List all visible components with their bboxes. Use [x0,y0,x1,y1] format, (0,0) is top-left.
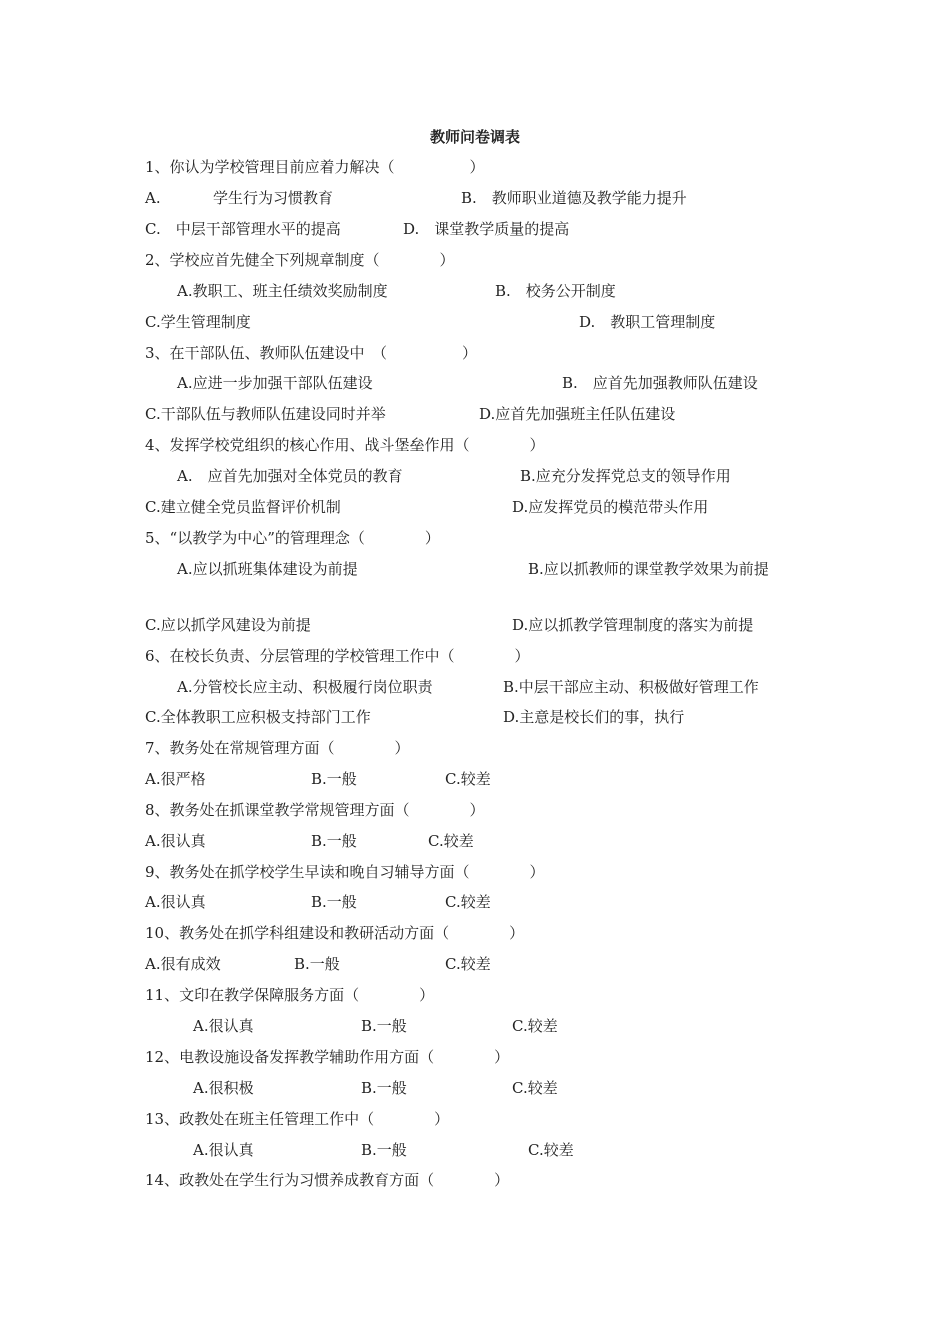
question-2-option-b: B. 校务公开制度 [495,282,616,300]
question-8-option-a: A.很认真 [145,832,206,850]
question-3-options-ab [145,373,845,393]
question-1-option-a: 学生行为习惯教育 [213,189,334,207]
question-1-option-c: C. 中层干部管理水平的提高 [145,220,341,238]
question-10-stem: 10、教务处在抓学科组建设和教研活动方面（ ） [145,924,525,942]
question-14-stem: 14、政教处在学生行为习惯养成教育方面（ ） [145,1171,510,1189]
question-13-options [145,1140,845,1160]
question-3-option-d: D.应首先加强班主任队伍建设 [479,405,676,423]
question-11-option-c: C.较差 [512,1017,558,1035]
question-4-option-a: A. 应首先加强对全体党员的教育 [177,467,403,485]
question-10-option-a: A.很有成效 [145,955,221,973]
question-4-options-cd [145,497,845,517]
question-4-option-c: C.建立健全党员监督评价机制 [145,498,341,516]
question-10-option-b: B.一般 [294,955,340,973]
question-13-option-c: C.较差 [528,1141,574,1159]
question-5-option-d: D.应以抓教学管理制度的落实为前提 [512,616,754,634]
page-title: 教师问卷调表 [429,128,520,146]
question-13-stem: 13、政教处在班主任管理工作中（ ） [145,1110,450,1128]
question-13-option-b: B.一般 [361,1141,407,1159]
question-11-option-b: B.一般 [361,1017,407,1035]
question-2-options-ab [145,281,845,301]
question-1-stem: 1、你认为学校管理目前应着力解决（ ） [145,158,485,176]
question-2-option-a: A.教职工、班主任绩效奖励制度 [177,282,388,300]
question-5-option-b: B.应以抓教师的课堂教学效果为前提 [528,560,769,578]
question-4-options-ab [145,466,845,486]
question-7-option-a: A.很严格 [145,770,206,788]
question-2-option-d: D. 教职工管理制度 [579,313,716,331]
question-5-stem: 5、“以教学为中心”的管理理念（ ） [145,529,440,547]
question-6-options-cd [145,707,845,727]
question-2-stem: 2、学校应首先健全下列规章制度（ ） [145,251,455,269]
question-6-option-a: A.分管校长应主动、积极履行岗位职责 [177,678,433,696]
question-4-stem: 4、发挥学校党组织的核心作用、战斗堡垒作用（ ） [145,436,545,454]
question-12-option-b: B.一般 [361,1079,407,1097]
question-2-option-c: C.学生管理制度 [145,313,251,331]
question-12-option-a: A.很积极 [193,1079,254,1097]
question-10-options [145,954,845,974]
question-3-option-b: B. 应首先加强教师队伍建设 [562,374,758,392]
question-7-option-b: B.一般 [311,770,357,788]
question-5-option-a: A.应以抓班集体建设为前提 [177,560,358,578]
question-6-option-d: D.主意是校长们的事，执行 [503,708,685,726]
question-12-stem: 12、电教设施设备发挥教学辅助作用方面（ ） [145,1048,510,1066]
question-9-stem: 9、教务处在抓学校学生早读和晚自习辅导方面（ ） [145,863,545,881]
question-10-option-c: C.较差 [445,955,491,973]
question-11-stem: 11、文印在教学保障服务方面（ ） [145,986,435,1004]
question-6-option-b: B.中层干部应主动、积极做好管理工作 [503,678,759,696]
question-5-option-c: C.应以抓学风建设为前提 [145,616,311,634]
question-1-option-d: D. 课堂教学质量的提高 [403,220,570,238]
question-1-option-b: B. 教师职业道德及教学能力提升 [461,189,687,207]
question-12-option-c: C.较差 [512,1079,558,1097]
question-6-stem: 6、在校长负责、分层管理的学校管理工作中（ ） [145,647,530,665]
question-2-options-cd [145,312,845,332]
question-8-option-c: C.较差 [428,832,474,850]
question-11-options [145,1016,845,1036]
question-8-options [145,831,845,851]
question-4-option-b: B.应充分发挥党总支的领导作用 [520,467,731,485]
question-3-options-cd [145,404,845,424]
question-7-options [145,769,845,789]
question-6-option-c: C.全体教职工应积极支持部门工作 [145,708,371,726]
question-12-options [145,1078,845,1098]
question-5-options-ab [145,559,845,579]
question-3-option-c: C.干部队伍与教师队伍建设同时并举 [145,405,386,423]
question-4-option-d: D.应发挥党员的模范带头作用 [512,498,709,516]
question-8-option-b: B.一般 [311,832,357,850]
question-6-options-ab [145,677,845,697]
question-3-option-a: A.应进一步加强干部队伍建设 [177,374,373,392]
question-9-options [145,892,845,912]
question-5-options-cd [145,615,845,635]
question-9-option-a: A.很认真 [145,893,206,911]
question-1-options-cd [145,219,845,239]
question-9-option-b: B.一般 [311,893,357,911]
question-11-option-a: A.很认真 [193,1017,254,1035]
question-1-option-a-letter: A. [145,189,161,207]
question-1-options-ab [145,188,845,208]
question-7-option-c: C.较差 [445,770,491,788]
question-7-stem: 7、教务处在常规管理方面（ ） [145,739,410,757]
question-8-stem: 8、教务处在抓课堂教学常规管理方面（ ） [145,801,485,819]
question-3-stem: 3、在干部队伍、教师队伍建设中 （ ） [145,344,478,362]
question-9-option-c: C.较差 [445,893,491,911]
question-13-option-a: A.很认真 [193,1141,254,1159]
